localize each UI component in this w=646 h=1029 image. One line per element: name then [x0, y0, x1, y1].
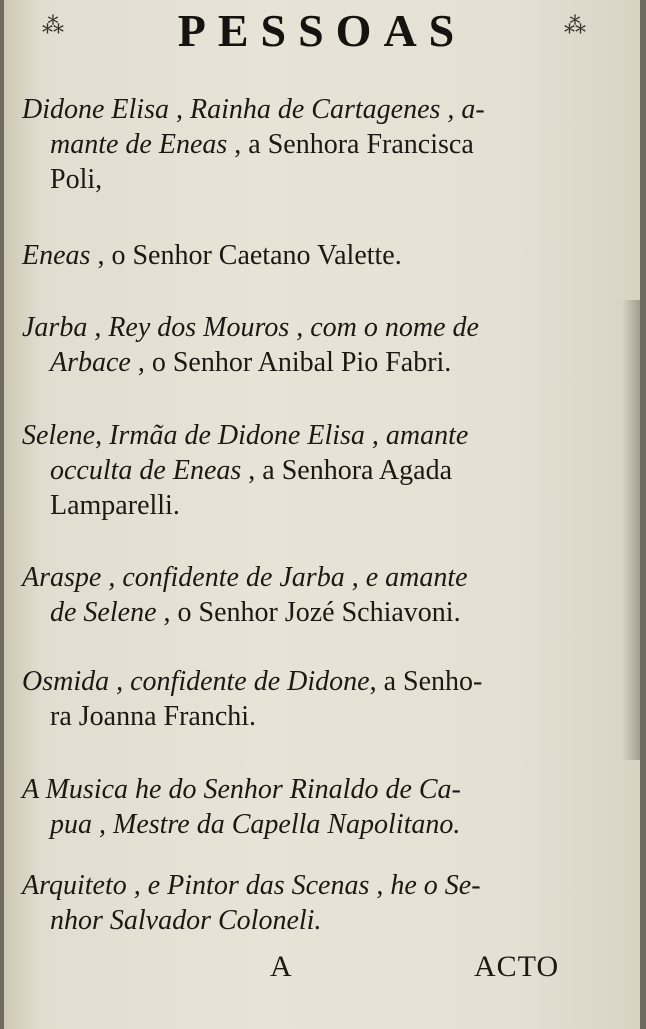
entry-line	[22, 162, 582, 197]
cast-entry	[22, 238, 582, 273]
entry-italic-text: Osmida , confidente de Didone	[22, 666, 370, 697]
page-curl-shadow	[622, 300, 640, 760]
entry-line	[22, 699, 582, 734]
ornament-right-icon: ⁂	[564, 14, 588, 39]
cast-entry	[22, 310, 582, 380]
entry-line	[22, 807, 582, 842]
cast-entry	[22, 418, 582, 523]
entry-roman-text: Poli,	[50, 164, 103, 195]
entry-line	[22, 238, 582, 273]
entry-roman-text: ra Joanna Franchi.	[50, 701, 257, 732]
entry-roman-text: , o Senhor Anibal Pio Fabri.	[130, 347, 452, 378]
entry-italic-text: pua , Mestre da Capella Napolitano.	[50, 809, 461, 840]
entry-italic-text: Araspe , confidente de Jarba , e amante	[22, 562, 468, 593]
page-title: PESSOAS	[177, 5, 467, 56]
entry-italic-text: Selene, Irmãa de Didone Elisa , amante	[22, 420, 469, 451]
entry-italic-text: mante de Eneas	[50, 129, 228, 160]
cast-entry	[22, 868, 582, 938]
entry-line	[22, 310, 582, 345]
entry-line	[22, 903, 582, 938]
entry-roman-text: Lamparelli.	[50, 490, 180, 521]
entry-italic-text: occulta de Eneas	[50, 455, 242, 486]
entry-roman-text: , o Senhor Caetano Valette.	[90, 240, 402, 271]
entry-line	[22, 345, 582, 380]
entry-roman-text: , a Senhora Francisca	[227, 129, 474, 160]
entry-line	[22, 595, 582, 630]
entry-line	[22, 664, 582, 699]
entry-italic-text: Jarba , Rey dos Mouros , com o nome de	[22, 312, 479, 343]
entry-line	[22, 772, 582, 807]
cast-entry	[22, 664, 582, 734]
entry-line	[22, 418, 582, 453]
entry-italic-text: Arbace	[50, 347, 131, 378]
entry-roman-text: , a Senhora Agada	[241, 455, 452, 486]
entry-line	[22, 868, 582, 903]
entry-line	[22, 453, 582, 488]
catchword: ACTO	[474, 950, 560, 983]
book-page	[4, 0, 640, 1029]
ornament-left-icon: ⁂	[42, 14, 66, 39]
entry-line	[22, 488, 582, 523]
entry-italic-text: Didone Elisa , Rainha de Cartagenes , a-	[22, 94, 485, 125]
entry-italic-text: Arquiteto , e Pintor das Scenas , he o Se-	[22, 870, 481, 901]
entry-line	[22, 127, 582, 162]
entry-italic-text: nhor Salvador Coloneli.	[50, 905, 322, 936]
entry-italic-text: A Musica he do Senhor Rinaldo de Ca-	[22, 774, 461, 805]
cast-entry	[22, 560, 582, 630]
entry-italic-text: Eneas	[22, 240, 91, 271]
entry-roman-text: , o Senhor Jozé Schiavoni.	[156, 597, 461, 628]
entry-italic-text: de Selene	[50, 597, 157, 628]
entry-roman-text: , a Senho-	[369, 666, 483, 697]
signature-mark: A	[270, 950, 292, 983]
cast-entry	[22, 92, 582, 197]
entry-line	[22, 92, 582, 127]
cast-entry	[22, 772, 582, 842]
entry-line	[22, 560, 582, 595]
